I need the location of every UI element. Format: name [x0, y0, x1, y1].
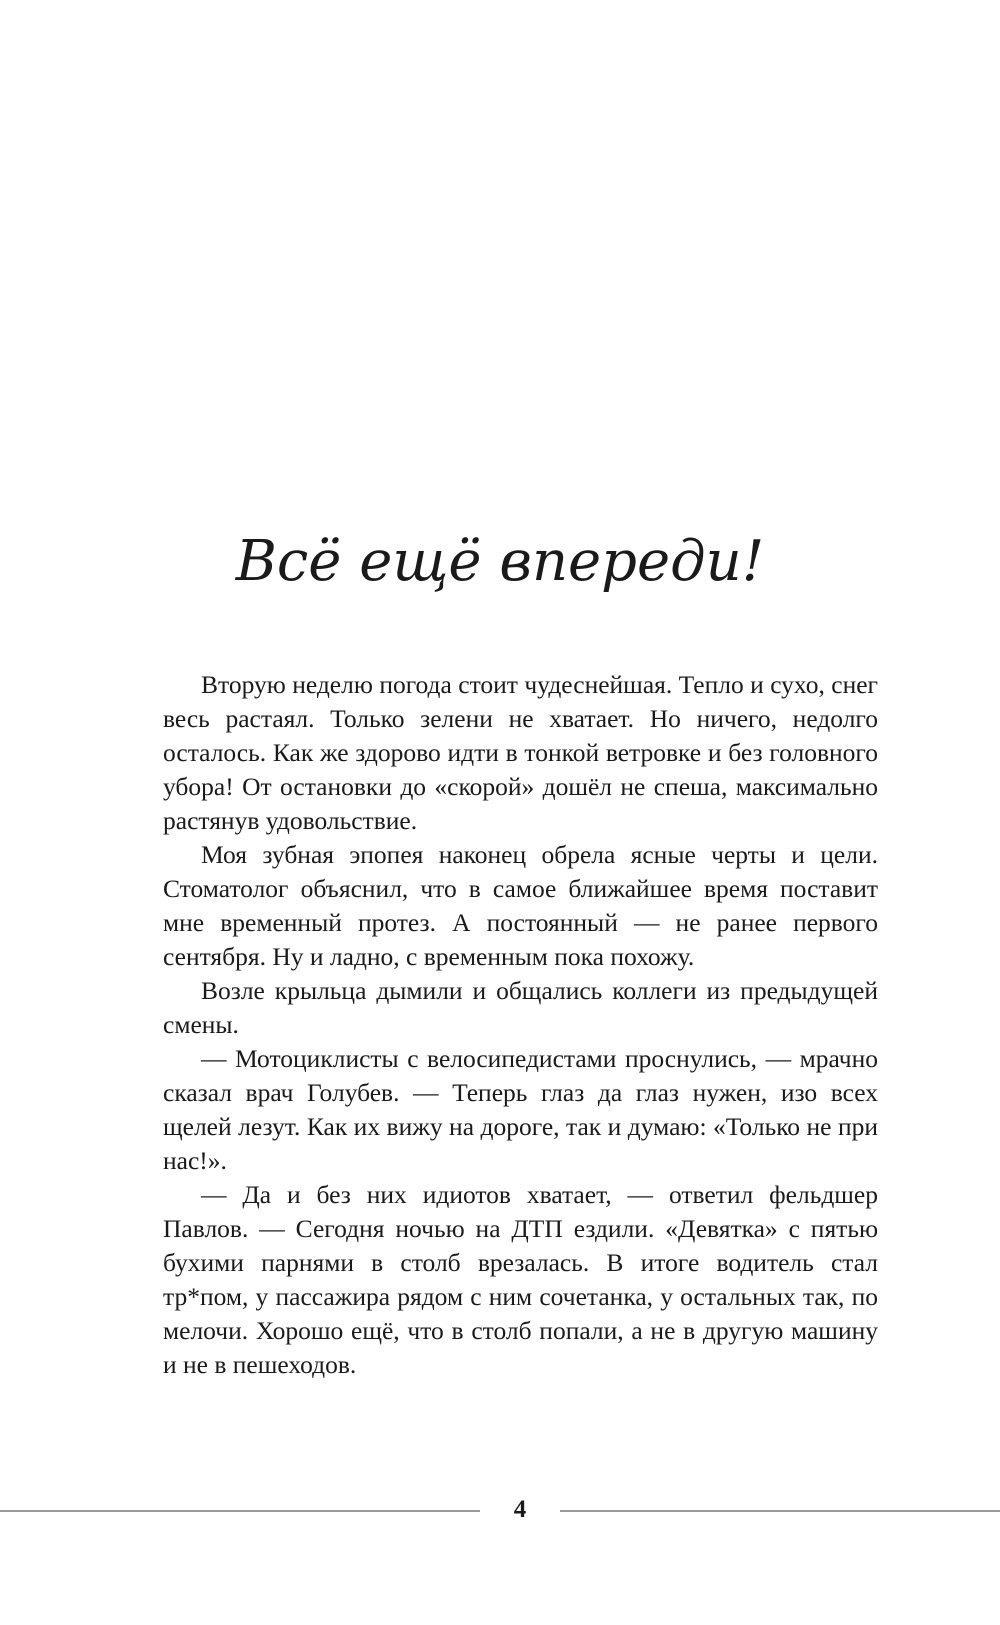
paragraph: Вторую неделю погода стоит чудеснейшая. Тепло и сухо, снег весь растаял. Только зелени не хватает. Но ничего, недолго осталось. Как же здорово идти в тонкой ветровке и без головного убора! От остановки до «скорой» дошёл не спеша, максимально растянув удовольствие.: [163, 670, 878, 835]
chapter-body: [163, 668, 878, 1382]
paragraph: Возле крыльца дымили и общались коллеги из предыдущей смены.: [163, 976, 878, 1039]
page-footer: [0, 1490, 1000, 1530]
paragraph: — Мотоциклисты с велосипедистами проснулись, — мрачно сказал врач Голубев. — Теперь глаз да глаз нужен, изо всех щелей лезут. Как их вижу на дороге, так и думаю: «Только не при нас!».: [163, 1044, 878, 1175]
page-number: 4: [513, 1496, 527, 1523]
footer-rule-left: [0, 1510, 480, 1512]
paragraph: — Да и без них идиотов хватает, — ответил фельдшер Павлов. — Сегодня ночью на ДТП ездили. «Девятка» с пятью бухими парнями в столб врезалась. В итоге водитель стал тр*пом, у пассажира рядом с ним сочетанка, у остальных так, по мелочи. Хорошо ещё, что в столб попали, а не в другую машину и не в пешеходов.: [163, 1180, 878, 1379]
footer-rule-right: [560, 1510, 1000, 1512]
paragraph: Моя зубная эпопея наконец обрела ясные черты и цели. Стоматолог объяснил, что в самое ближайшее время поставит мне временный протез. А постоянный — не ранее первого сентября. Ну и ладно, с временным пока похожу.: [163, 840, 878, 971]
chapter-title: Всё ещё впереди!: [235, 529, 765, 594]
